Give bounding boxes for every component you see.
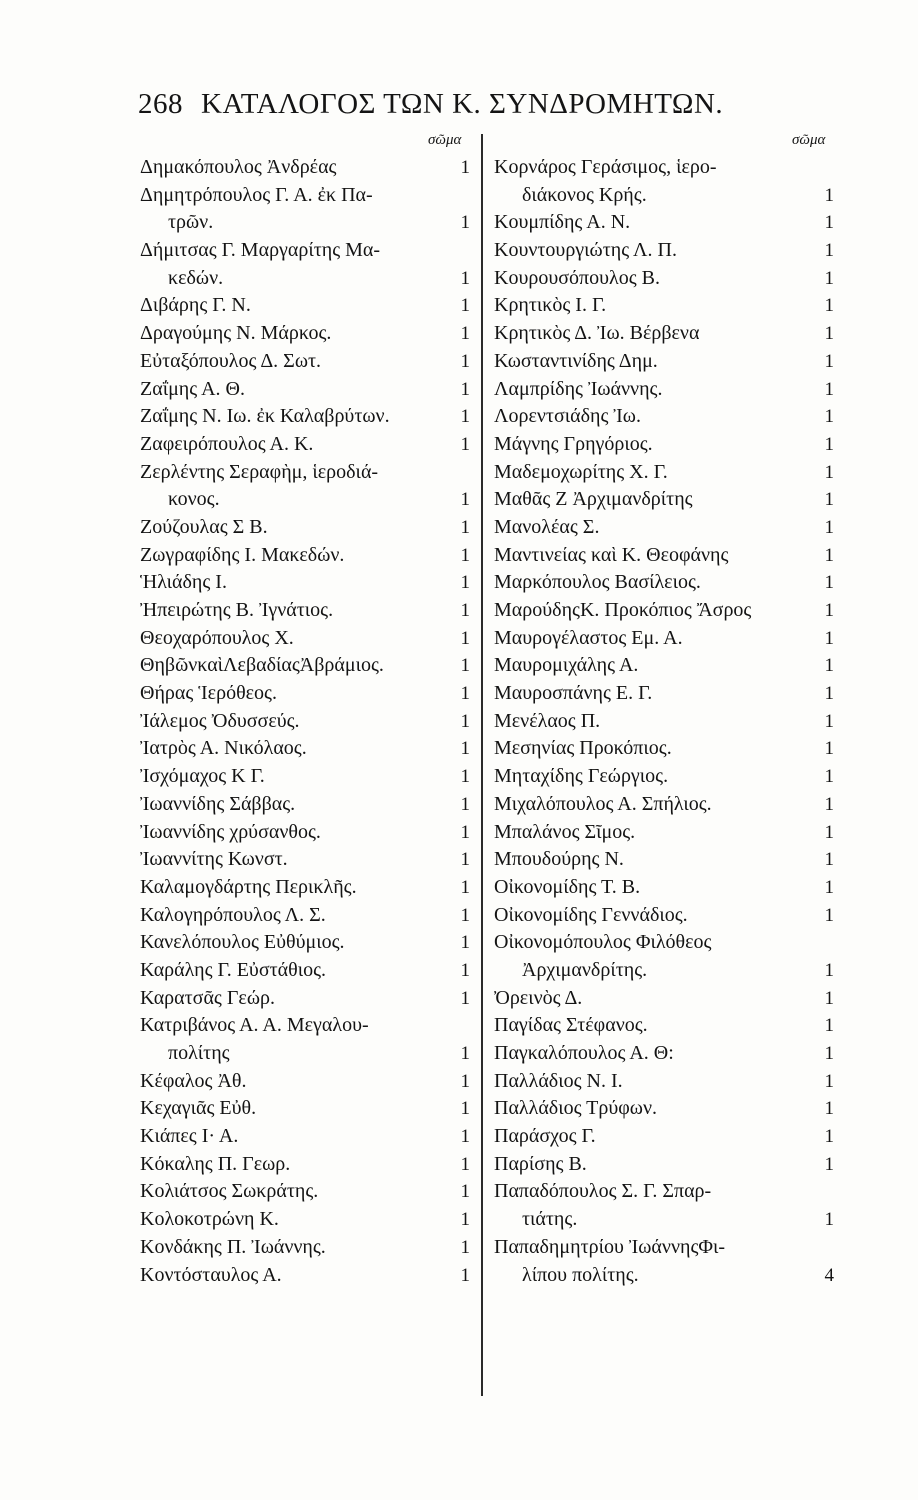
subscriber-name: Ἰατρὸς Α. Νικόλαος. bbox=[140, 737, 307, 760]
subscriber-entry bbox=[494, 735, 834, 763]
subscriber-entry bbox=[140, 486, 474, 514]
copies-count: 1 bbox=[824, 295, 834, 317]
copies-count: 1 bbox=[460, 710, 470, 732]
subscriber-entry bbox=[494, 209, 834, 237]
copies-count: 1 bbox=[460, 738, 470, 760]
subscriber-name: Κανελόπουλος Εὐθύμιος. bbox=[140, 931, 345, 954]
subscriber-name: Κατριβάνος Α. Α. Μεγαλου- bbox=[140, 1014, 369, 1037]
subscriber-name: Ὀρεινὸς Δ. bbox=[494, 986, 583, 1009]
subscriber-name: Ζερλέντης Σεραφὴμ, ἱεροδιά- bbox=[140, 460, 379, 483]
subscriber-name: Κωσταντινίδης Δημ. bbox=[494, 349, 658, 372]
subscriber-name: Παράσχος Γ. bbox=[494, 1125, 596, 1148]
subscriber-name: Κιάπες Ι· Α. bbox=[140, 1125, 239, 1148]
copies-count: 1 bbox=[824, 350, 834, 372]
subscriber-name: κονος. bbox=[168, 488, 220, 511]
copies-count: 1 bbox=[460, 1236, 470, 1258]
subscriber-entry bbox=[140, 874, 474, 902]
copies-count: 1 bbox=[824, 738, 834, 760]
copies-count: 1 bbox=[824, 1043, 834, 1064]
subscriber-name: τρῶν. bbox=[168, 211, 214, 234]
subscriber-name: πολίτης bbox=[168, 1042, 230, 1064]
subscriber-entry bbox=[140, 708, 474, 736]
copies-count: 1 bbox=[824, 627, 834, 649]
subscriber-entry bbox=[140, 403, 474, 431]
copies-count: 1 bbox=[824, 959, 834, 981]
subscriber-entry bbox=[140, 1068, 474, 1096]
subscriber-entry bbox=[140, 902, 474, 930]
subscriber-entry bbox=[140, 320, 474, 348]
subscriber-entry bbox=[494, 1095, 834, 1123]
subscriber-name: Καλογηρόπουλος Λ. Σ. bbox=[140, 903, 326, 926]
copies-count: 1 bbox=[824, 904, 834, 926]
subscriber-entry bbox=[140, 735, 474, 763]
subscriber-name: Ἰωαννίτης Κωνστ. bbox=[140, 848, 288, 871]
subscriber-name: Κονδάκης Π. Ἰωάννης. bbox=[140, 1235, 326, 1258]
subscriber-entry bbox=[140, 569, 474, 597]
subscriber-name: Ἡλιάδης Ι. bbox=[140, 571, 227, 594]
copies-count: 1 bbox=[824, 1126, 834, 1148]
copies-count: 1 bbox=[460, 821, 470, 843]
subscriber-entry bbox=[140, 348, 474, 376]
copies-count: 1 bbox=[460, 1264, 470, 1286]
subscriber-entry bbox=[494, 348, 834, 376]
subscriber-entry bbox=[494, 292, 834, 320]
subscriber-name: Παγίδας Στέφανος. bbox=[494, 1014, 648, 1037]
copies-count: 1 bbox=[460, 157, 470, 178]
subscriber-entry bbox=[494, 376, 834, 404]
subscriber-entry bbox=[494, 459, 834, 487]
copies-count: 1 bbox=[460, 433, 470, 455]
subscriber-name: Κορνάρος Γεράσιμος, ἱερο- bbox=[494, 156, 717, 178]
subscriber-name: Κρητικὸς Δ. Ἰω. Βέρβενα bbox=[494, 322, 700, 345]
copies-count: 1 bbox=[824, 710, 834, 732]
copies-count: 1 bbox=[460, 378, 470, 400]
subscriber-entry bbox=[140, 154, 474, 182]
subscriber-entry bbox=[140, 459, 474, 487]
copies-count: 1 bbox=[824, 821, 834, 843]
copies-count: 1 bbox=[824, 461, 834, 483]
subscriber-entry bbox=[494, 1040, 834, 1068]
copies-count: 1 bbox=[824, 323, 834, 345]
subscriber-name: Μαυρογέλαστος Εμ. Α. bbox=[494, 626, 683, 649]
subscriber-name: Μπουδούρης Ν. bbox=[494, 848, 624, 871]
subscriber-entry bbox=[140, 1234, 474, 1262]
copies-count: 1 bbox=[824, 1098, 834, 1120]
subscriber-entry bbox=[494, 652, 834, 680]
copies-count: 1 bbox=[824, 987, 834, 1009]
subscriber-name: Μαδεμοχωρίτης Χ. Γ. bbox=[494, 460, 668, 483]
copies-count: 1 bbox=[460, 987, 470, 1009]
subscriber-entry bbox=[494, 237, 834, 265]
subscriber-name: τιάτης. bbox=[522, 1208, 578, 1231]
subscriber-entry bbox=[494, 846, 834, 874]
copies-count: 1 bbox=[460, 1181, 470, 1203]
subscriber-name: Δήμιτσας Γ. Μαργαρίτης Μα- bbox=[140, 239, 381, 262]
subscriber-name: Ἰάλεμος Ὀδυσσεύς. bbox=[140, 709, 300, 732]
subscriber-name: Κεχαγιᾶς Εὐθ. bbox=[140, 1097, 257, 1120]
subscriber-name: Κουρουσόπουλος Β. bbox=[494, 266, 660, 289]
copies-count: 1 bbox=[460, 323, 470, 345]
subscriber-entry bbox=[494, 182, 834, 210]
subscriber-name: Κέφαλος Ἀθ. bbox=[140, 1069, 247, 1092]
subscriber-name: Μανολέας Σ. bbox=[494, 515, 600, 538]
subscriber-entry bbox=[140, 542, 474, 570]
subscriber-entry bbox=[494, 902, 834, 930]
subscriber-name: Λορεντσιάδης Ἰω. bbox=[494, 405, 641, 428]
subscriber-entry bbox=[140, 846, 474, 874]
subscriber-name: Ζαΐμης Ν. Ιω. ἐκ Καλαβρύτων. bbox=[140, 405, 390, 428]
subscriber-name: Δημητρόπουλος Γ. Α. ἐκ Πα- bbox=[140, 183, 373, 206]
copies-count: 1 bbox=[824, 544, 834, 566]
copies-count: 1 bbox=[824, 600, 834, 621]
subscriber-name: Ζαφειρόπουλος Α. Κ. bbox=[140, 432, 314, 455]
copies-count: 1 bbox=[460, 544, 470, 566]
page-number: 268 bbox=[138, 88, 183, 120]
subscriber-entry bbox=[494, 1234, 834, 1262]
subscriber-name: Δημακόπουλος Ἀνδρέας bbox=[140, 156, 337, 178]
subscriber-name: Μηταχίδης Γεώργιος. bbox=[494, 765, 669, 788]
copies-count: 1 bbox=[460, 876, 470, 898]
subscriber-name: Καρατσᾶς Γεώρ. bbox=[140, 986, 275, 1009]
subscriber-entry bbox=[494, 708, 834, 736]
subscriber-entry bbox=[140, 1123, 474, 1151]
subscriber-name: Ζούζουλας Σ Β. bbox=[140, 515, 268, 538]
subscriber-name: Παρίσης Β. bbox=[494, 1152, 587, 1175]
subscriber-name: Μαντινείας καὶ Κ. Θεοφάνης bbox=[494, 543, 729, 566]
subscriber-entry bbox=[494, 1123, 834, 1151]
copies-count: 1 bbox=[824, 212, 834, 234]
subscriber-name: Κοντόσταυλος Α. bbox=[140, 1263, 282, 1286]
copies-count: 1 bbox=[460, 489, 470, 511]
subscriber-name: Ζωγραφίδης Ι. Μακεδών. bbox=[140, 543, 345, 566]
subscriber-entry bbox=[494, 486, 834, 514]
subscriber-entry bbox=[140, 957, 474, 985]
subscriber-entry bbox=[494, 1206, 834, 1234]
subscriber-name: Οἰκονομίδης Τ. Β. bbox=[494, 875, 641, 898]
subscriber-entry bbox=[140, 929, 474, 957]
subscriber-entry bbox=[140, 791, 474, 819]
subscriber-entry bbox=[140, 652, 474, 680]
subscriber-name: Καλαμογδάρτης Περικλῆς. bbox=[140, 875, 357, 898]
right-column bbox=[494, 154, 834, 1289]
copies-count: 1 bbox=[460, 959, 470, 981]
subscriber-name: Διβάρης Γ. Ν. bbox=[140, 294, 251, 317]
copies-count: 1 bbox=[460, 793, 470, 815]
subscriber-entry bbox=[494, 320, 834, 348]
subscriber-name: Ἀρχιμανδρίτης. bbox=[522, 958, 648, 981]
subscriber-name: λίπου πολίτης. bbox=[522, 1263, 639, 1286]
copies-count: 1 bbox=[824, 516, 834, 538]
subscriber-entry bbox=[494, 431, 834, 459]
subscriber-entry bbox=[140, 209, 474, 237]
subscriber-name: Κόκαλης Π. Γεωρ. bbox=[140, 1152, 291, 1175]
subscriber-name: Μπαλάνος Σῖμος. bbox=[494, 820, 636, 843]
copies-count: 1 bbox=[824, 406, 834, 428]
subscriber-entry bbox=[494, 680, 834, 708]
subscriber-entry bbox=[140, 1151, 474, 1179]
subscriber-entry bbox=[494, 403, 834, 431]
subscriber-name: κεδών. bbox=[168, 266, 224, 289]
subscriber-entry bbox=[494, 154, 834, 182]
copies-count: 1 bbox=[824, 683, 834, 705]
subscriber-entry bbox=[140, 514, 474, 542]
subscriber-name: Μιχαλόπουλος Α. Σπήλιος. bbox=[494, 792, 712, 815]
subscriber-name: Εὐταξόπουλος Δ. Σωτ. bbox=[140, 349, 322, 372]
copies-count: 1 bbox=[824, 1015, 834, 1037]
copies-count: 1 bbox=[460, 1098, 470, 1120]
subscriber-entry bbox=[140, 182, 474, 210]
copies-count: 1 bbox=[460, 1126, 470, 1148]
copies-count: 1 bbox=[824, 655, 834, 677]
copies-count: 1 bbox=[460, 1070, 470, 1092]
copies-count: 1 bbox=[824, 378, 834, 400]
subscriber-name: Κουντουργιώτης Λ. Π. bbox=[494, 239, 677, 262]
subscriber-entry bbox=[140, 1178, 474, 1206]
subscriber-name: Μενέλαος Π. bbox=[494, 709, 601, 732]
subscriber-name: Παγκαλόπουλος Α. Θ: bbox=[494, 1042, 674, 1064]
copies-count: 1 bbox=[460, 295, 470, 317]
copies-count: 1 bbox=[460, 627, 470, 649]
subscriber-entry bbox=[140, 237, 474, 265]
subscriber-name: Ἠπειρώτης Β. Ἰγνάτιος. bbox=[140, 599, 334, 621]
subscriber-name: ΜαρούδηςΚ. Προκόπιος Ἄσρος bbox=[494, 599, 752, 621]
copies-count: 1 bbox=[460, 1043, 470, 1064]
subscriber-name: Κρητικὸς Ι. Γ. bbox=[494, 294, 607, 317]
subscriber-name: Ἰσχόμαχος Κ Γ. bbox=[140, 765, 265, 788]
copies-count: 1 bbox=[824, 793, 834, 815]
copies-count: 1 bbox=[824, 1209, 834, 1231]
copies-count: 1 bbox=[460, 600, 470, 621]
subscriber-entry bbox=[140, 1040, 474, 1068]
page-title: ΚΑΤΑΛΟΓΟΣ ΤΩΝ Κ. ΣΥΝΔΡΟΜΗΤΩΝ. bbox=[201, 88, 724, 120]
subscriber-entry bbox=[140, 265, 474, 293]
subscriber-name: Δραγούμης Ν. Μάρκος. bbox=[140, 322, 332, 345]
subscriber-name: Παπαδόπουλος Σ. Γ. Σπαρ- bbox=[494, 1180, 712, 1203]
left-column-header: σῶμα bbox=[428, 132, 462, 148]
subscriber-name: Θεοχαρόπουλος Χ. bbox=[140, 626, 294, 649]
subscriber-name: Θήρας Ἱερόθεος. bbox=[140, 682, 277, 705]
copies-count: 1 bbox=[460, 406, 470, 428]
subscriber-name: Ζαΐμης Α. Θ. bbox=[140, 377, 245, 400]
subscriber-name: Ἰωαννίδης Σάββας. bbox=[140, 792, 296, 815]
subscriber-name: Μαθᾶς Ζ Ἀρχιμανδρίτης bbox=[494, 488, 693, 511]
copies-count: 1 bbox=[460, 1209, 470, 1231]
subscriber-entry bbox=[494, 1151, 834, 1179]
subscriber-entry bbox=[140, 625, 474, 653]
subscriber-entry bbox=[140, 763, 474, 791]
subscriber-entry bbox=[494, 542, 834, 570]
copies-count: 1 bbox=[824, 1070, 834, 1092]
subscriber-name: Μαυροσπάνης Ε. Γ. bbox=[494, 682, 653, 705]
subscriber-name: Οἰκονομίδης Γεννάδιος. bbox=[494, 903, 688, 926]
subscriber-entry bbox=[140, 376, 474, 404]
subscriber-entry bbox=[140, 1206, 474, 1234]
copies-count: 1 bbox=[824, 240, 834, 262]
subscriber-name: Κουμπίδης Α. Ν. bbox=[494, 211, 631, 234]
copies-count: 1 bbox=[824, 1153, 834, 1175]
copies-count: 1 bbox=[824, 766, 834, 788]
subscriber-name: Παλλάδιος Τρύφων. bbox=[494, 1097, 658, 1120]
subscriber-entry bbox=[494, 985, 834, 1013]
left-column bbox=[140, 154, 474, 1289]
copies-count: 1 bbox=[460, 267, 470, 289]
copies-count: 1 bbox=[824, 876, 834, 898]
subscriber-entry bbox=[494, 957, 834, 985]
copies-count: 1 bbox=[824, 489, 834, 511]
copies-count: 1 bbox=[460, 516, 470, 538]
subscriber-name: Παπαδημητρίου ἸωάννηςΦι- bbox=[494, 1235, 726, 1258]
subscriber-name: Μαρκόπουλος Βασίλειος. bbox=[494, 571, 701, 594]
copies-count: 1 bbox=[460, 572, 470, 594]
copies-count: 1 bbox=[824, 267, 834, 289]
copies-count: 1 bbox=[460, 350, 470, 372]
subscriber-entry bbox=[494, 1012, 834, 1040]
subscriber-entry bbox=[494, 929, 834, 957]
subscriber-entry bbox=[494, 1178, 834, 1206]
subscriber-name: Καράλης Γ. Εὐστάθιος. bbox=[140, 958, 326, 981]
subscriber-name: Οἰκονομόπουλος Φιλόθεος bbox=[494, 931, 712, 954]
copies-count: 1 bbox=[460, 212, 470, 234]
subscriber-entry bbox=[140, 597, 474, 625]
subscriber-entry bbox=[494, 791, 834, 819]
subscriber-entry bbox=[140, 680, 474, 708]
subscriber-name: Μαυρομιχάλης Α. bbox=[494, 654, 639, 677]
copies-count: 1 bbox=[460, 904, 470, 926]
copies-count: 1 bbox=[824, 572, 834, 594]
subscriber-entry bbox=[140, 819, 474, 847]
subscriber-name: Μάγνης Γρηγόριος. bbox=[494, 432, 653, 455]
copies-count: 1 bbox=[824, 849, 834, 871]
right-column-header: σῶμα bbox=[792, 132, 826, 148]
subscriber-name: Μεσηνίας Προκόπιος. bbox=[494, 737, 672, 760]
subscriber-entry bbox=[494, 625, 834, 653]
running-head bbox=[138, 88, 838, 121]
subscriber-entry bbox=[140, 1095, 474, 1123]
subscriber-entry bbox=[494, 819, 834, 847]
subscriber-entry bbox=[494, 763, 834, 791]
subscriber-entry bbox=[140, 1262, 474, 1290]
subscriber-entry bbox=[140, 985, 474, 1013]
subscriber-name: ΘηβῶνκαὶΛεβαδίαςἈβράμιος. bbox=[140, 654, 384, 677]
copies-count: 1 bbox=[460, 1153, 470, 1175]
copies-count: 4 bbox=[824, 1264, 834, 1286]
subscriber-entry bbox=[494, 597, 834, 625]
copies-count: 1 bbox=[824, 433, 834, 455]
subscriber-entry bbox=[140, 1012, 474, 1040]
subscriber-name: Κολιάτσος Σωκράτης. bbox=[140, 1180, 319, 1203]
subscriber-entry bbox=[494, 265, 834, 293]
subscriber-entry bbox=[140, 292, 474, 320]
subscriber-entry bbox=[494, 569, 834, 597]
subscriber-entry bbox=[494, 514, 834, 542]
subscriber-name: Κολοκοτρώνη Κ. bbox=[140, 1208, 279, 1231]
copies-count: 1 bbox=[824, 184, 834, 206]
subscriber-entry bbox=[494, 1068, 834, 1096]
subscriber-entry bbox=[494, 874, 834, 902]
subscriber-name: διάκονος Κρής. bbox=[522, 183, 647, 206]
copies-count: 1 bbox=[460, 932, 470, 954]
column-divider bbox=[481, 134, 483, 1396]
subscriber-entry bbox=[494, 1262, 834, 1290]
subscriber-entry bbox=[140, 431, 474, 459]
subscriber-name: Λαμπρίδης Ἰωάννης. bbox=[494, 377, 663, 400]
copies-count: 1 bbox=[460, 766, 470, 788]
copies-count: 1 bbox=[460, 655, 470, 677]
copies-count: 1 bbox=[460, 849, 470, 871]
copies-count: 1 bbox=[460, 683, 470, 705]
subscriber-name: Παλλάδιος Ν. Ι. bbox=[494, 1069, 623, 1092]
subscriber-name: Ἰωαννίδης χρύσανθος. bbox=[140, 820, 321, 843]
